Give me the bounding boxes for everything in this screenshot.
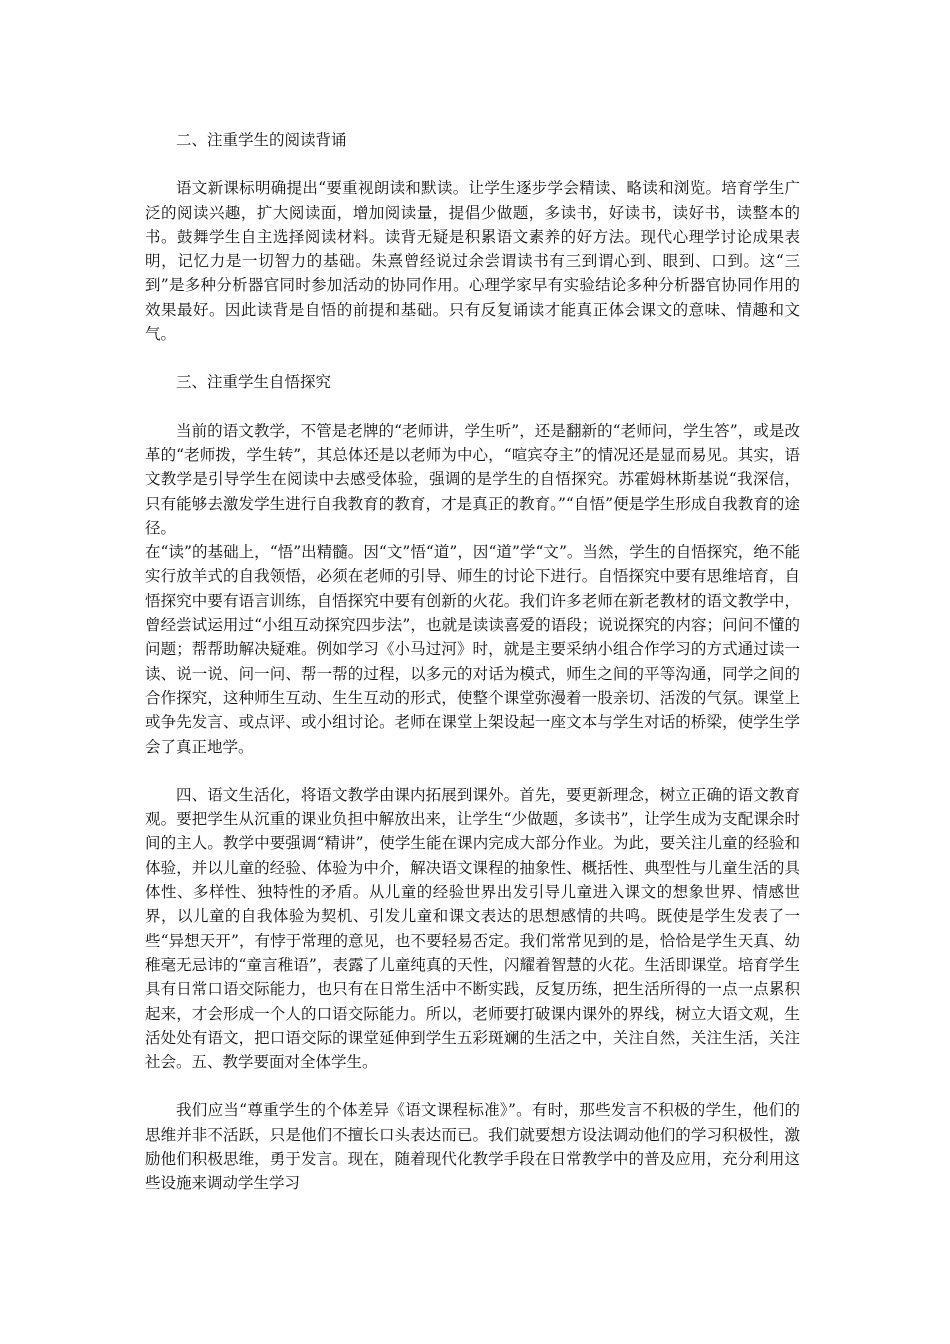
section-heading-reading: 二、注重学生的阅读背诵 [176,131,347,149]
paragraph-reading-recitation: 语文新课标明确提出“要重视朗读和默读。让学生逐步学会精读、略读和浏览。培育学生广泛的阅读兴趣，扩大阅读面，增加阅读量，提倡少做题，多读书，好读书，读好书，读整本的书。鼓舞学生自主选择阅读材料。读背无疑是积累语文素养的好方法。现代心理学讨论成果表明，记忆力是一切智力的基础。朱熹曾经说过余尝谓读书有三到谓心到、眼到、口到。这“三到”是多种分析器官同时参加活动的协同作用。心理学家早有实验结论多种分析器官协同作用的效果最好。因此读背是自悟的前提和基础。只有反复诵读才能真正体会课文的意味、情趣和文气。 [145,179,800,344]
paragraph-life-chinese: 四、语文生活化，将语文教学由课内拓展到课外。首先，要更新理念，树立正确的语文教育观。要把学生从沉重的课业负担中解放出来，让学生“少做题，多读书”，让学生成为支配课余时间的主人。教学中要强调“精讲”，使学生能在课内完成大部分作业。为此，要关注儿童的经验和体验，并以儿童的经验、体验为中介，解决语文课程的抽象性、概括性、典型性与儿童生活的具体性、多样性、独特性的矛盾。从儿童的经验世界出发引导儿童进入课文的想象世界、情感世界，以儿童的自我体验为契机、引发儿童和课文表达的思想感情的共鸣。既使是学生发表了一些“异想天开”，有悖于常理的意见，也不要轻易否定。我们常常见到的是，恰恰是学生天真、幼稚毫无忌讳的“童言稚语”，表露了儿童纯真的天性，闪耀着智慧的火花。生活即课堂。培育学生具有日常口语交际能力，也只有在日常生活中不断实践，反复历练，把生活所得的一点一点累积起来，才会形成一个人的口语交际能力。所以，老师要打破课内课外的界线，树立大语文观，生活处处有语文，把口语交际的课堂延伸到学生五彩斑斓的生活之中，关注自然，关注生活，关注社会。五、教学要面对全体学生。 [145,785,800,1072]
paragraph-all-students: 我们应当“尊重学生的个体差异《语文课程标准》”。有时，那些发言不积极的学生，他们的思维并非不活跃，只是他们不擅长口头表达而已。我们就要想方设法调动他们的学习积极性，激励他们积极思维，勇于发言。现在，随着现代化教学手段在日常教学中的普及应用，充分利用这些设施来调动学生学习 [145,1101,800,1193]
paragraph-self-inquiry-intro: 当前的语文教学，不管是老牌的“老师讲，学生听”，还是翻新的“老师问，学生答”，或是改革的“老师拨，学生转”，其总体还是以老师为中心，“喧宾夺主”的情况还是显而易见。其实，语文教学是引导学生在阅读中去感受体验，强调的是学生的自悟探究。苏霍姆林斯基说“我深信，只有能够去激发学生进行自我教育的教育，才是真正的教育。”“自悟”便是学生形成自我教育的途径。 [145,421,800,537]
document-page [145,128,800,1220]
paragraph-self-inquiry-detail: 在“读”的基础上，“悟”出精髓。因“文”悟“道”，因“道”学“文”。当然，学生的自悟探究，绝不能实行放羊式的自我领悟，必须在老师的引导、师生的讨论下进行。自悟探究中要有思维培育，自悟探究中要有语言训练，自悟探究中要有创新的火花。我们许多老师在新老教材的语文教学中，曾经尝试运用过“小组互动探究四步法”，也就是读读喜爱的语段；说说探究的内容；问问不懂的问题；帮帮助解决疑难。例如学习《小马过河》时，就是主要采纳小组合作学习的方式通过读一读、说一说、问一问、帮一帮的过程，以多元的对话为模式，师生之间的平等沟通，同学之间的合作探究，这种师生互动、生生互动的形式，使整个课堂弥漫着一股亲切、活泼的气氛。课堂上或争先发言、或点评、或小组讨论。老师在课堂上架设起一座文本与学生对话的桥梁，使学生学会了真正地学。 [145,543,800,756]
section-heading-self-inquiry: 三、注重学生自悟探究 [176,373,332,392]
